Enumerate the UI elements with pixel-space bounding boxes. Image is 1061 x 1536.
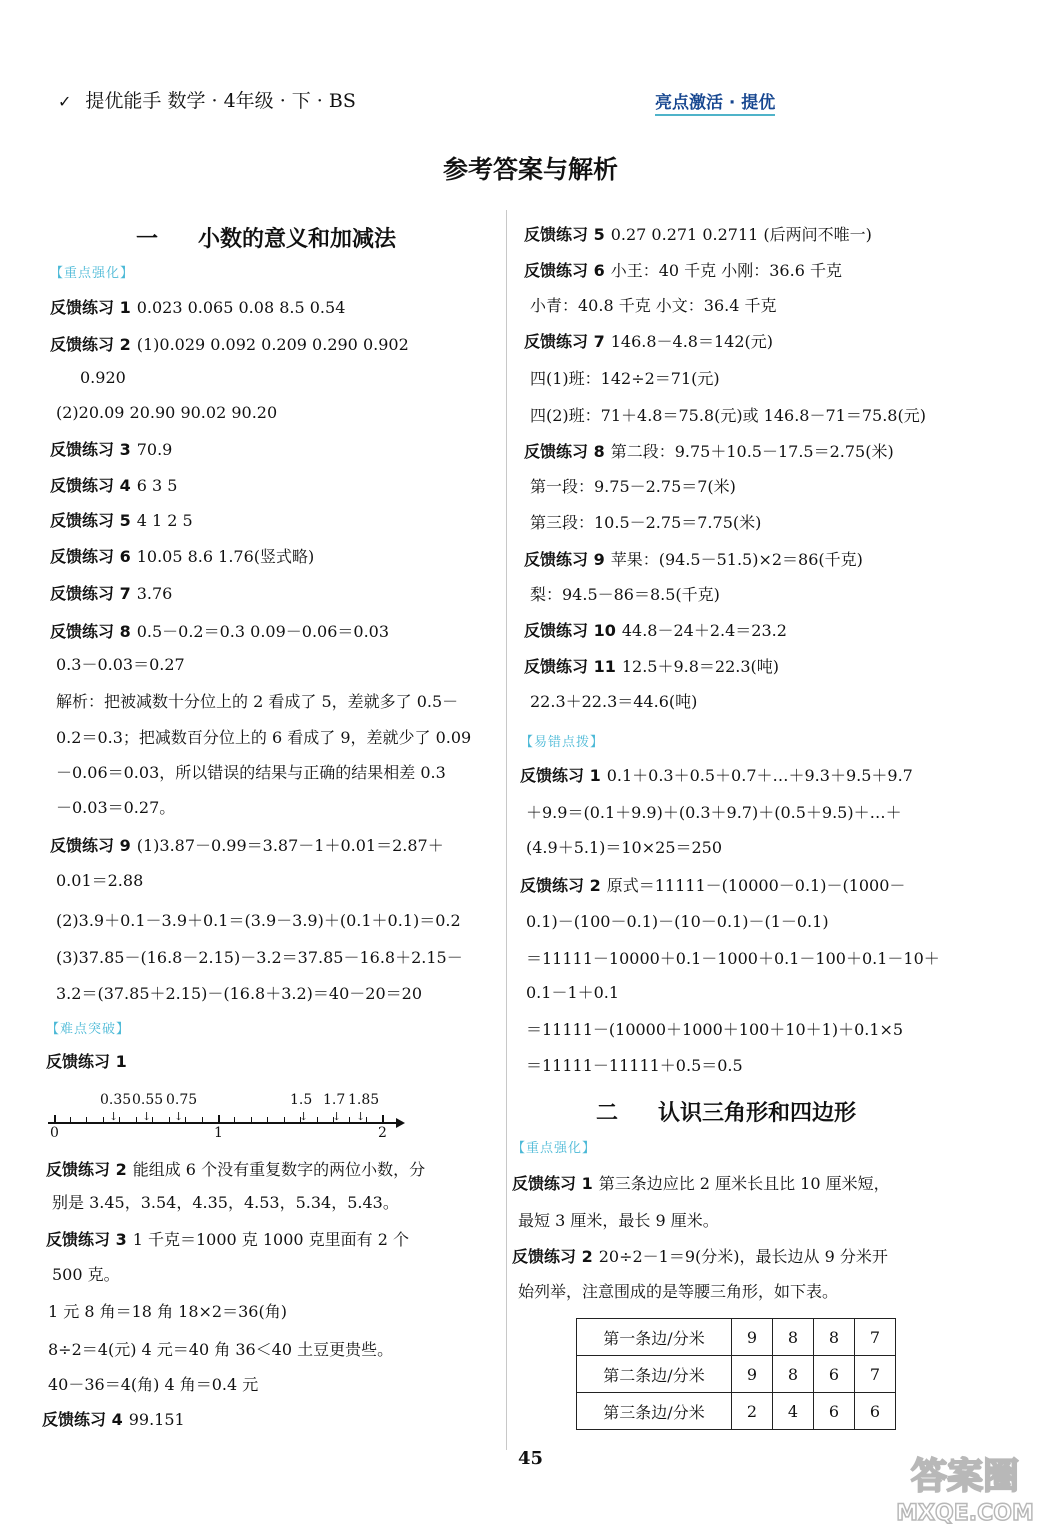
tick: [366, 1117, 367, 1123]
tick: [169, 1117, 170, 1123]
section-1-name: 小数的意义和加减法: [198, 227, 397, 252]
answer-line: 反馈练习 1 0.1＋0.3＋0.5＋0.7＋…＋9.3＋9.5＋9.7: [520, 766, 913, 785]
tick: [103, 1117, 104, 1123]
section-1-number: 一: [136, 227, 159, 252]
tick: [317, 1117, 318, 1123]
header-right: 亮点激活 · 提优: [655, 88, 775, 116]
answer-line: ＝11111－(10000＋1000＋100＋10＋1)＋0.1×5: [526, 1020, 904, 1039]
answer-line: (3)37.85－(16.8－2.15)－3.2＝37.85－16.8＋2.15－: [56, 948, 463, 967]
header-left-text: 提优能手 数学 · 4年级 · 下 · BS: [85, 90, 356, 112]
tag-key-points-2: 【重点强化】: [512, 1141, 597, 1156]
answer-line: 0.3－0.03＝0.27: [56, 655, 185, 674]
analysis-line: 解析：把被减数十分位上的 2 看成了 5，差就多了 0.5－: [56, 692, 459, 711]
answer-line: (4.9＋5.1)＝10×25＝250: [526, 838, 723, 857]
axis-label-1: 1: [214, 1125, 223, 1141]
answer-line: 3.2＝(37.85＋2.15)－(16.8＋3.2)＝40－20＝20: [56, 984, 422, 1003]
number-line-axis: [48, 1122, 398, 1124]
section-2-name: 认识三角形和四边形: [658, 1101, 857, 1126]
tick-2: [382, 1115, 384, 1124]
answer-line: 0.01＝2.88: [56, 871, 144, 890]
tick: [349, 1117, 350, 1123]
tick-0: [54, 1115, 56, 1124]
table-cell: 4: [773, 1393, 814, 1430]
answer-line: 反馈练习 8 0.5－0.2＝0.3 0.09－0.06＝0.03: [50, 622, 390, 641]
table-cell: 6: [814, 1393, 855, 1430]
answer-line: 反馈练习 1: [46, 1052, 127, 1071]
answer-line: 反馈练习 5 4 1 2 5: [50, 511, 193, 530]
answer-line: 始列举，注意围成的是等腰三角形，如下表。: [518, 1282, 839, 1301]
answer-line: ＝11111－10000＋0.1－1000＋0.1－100＋0.1－10＋: [526, 949, 940, 968]
point-mark: ↓: [142, 1110, 152, 1123]
page-title: 参考答案与解析: [442, 155, 618, 184]
tick: [119, 1117, 120, 1123]
answer-line: 反馈练习 8 第二段：9.75＋10.5－17.5＝2.75(米): [524, 442, 894, 461]
table-row: [577, 1319, 896, 1356]
answer-line: 反馈练习 11 12.5＋9.8＝22.3(吨): [524, 657, 780, 676]
point-label: 1.5: [290, 1092, 313, 1108]
answer-line: 反馈练习 2 能组成 6 个没有重复数字的两位小数，分: [46, 1160, 426, 1179]
point-label: 0.55: [132, 1092, 164, 1108]
answer-line: 反馈练习 4 99.151: [42, 1410, 185, 1429]
answer-line: 梨：94.5－86＝8.5(千克): [530, 585, 720, 604]
column-divider: [506, 210, 507, 1450]
tick: [284, 1117, 285, 1123]
table-cell: 9: [732, 1356, 773, 1393]
answer-line: 反馈练习 2 原式＝11111－(10000－0.1)－(1000－: [520, 876, 906, 895]
answer-line: 反馈练习 4 6 3 5: [50, 476, 178, 495]
table-cell: 7: [855, 1319, 896, 1356]
section-2-title: [596, 1096, 856, 1127]
tick: [152, 1117, 153, 1123]
answer-line: 反馈练习 1 第三条边应比 2 厘米长且比 10 厘米短，: [512, 1174, 890, 1193]
analysis-line: －0.03＝0.27。: [56, 798, 176, 817]
tick: [251, 1117, 252, 1123]
answer-line: 反馈练习 6 10.05 8.6 1.76(竖式略): [50, 547, 315, 566]
tick: [70, 1117, 71, 1123]
answer-line: 第一段：9.75－2.75＝7(米): [530, 477, 736, 496]
tick: [202, 1117, 203, 1123]
tag-key-points: 【重点强化】: [50, 266, 135, 281]
section-2-number: 二: [596, 1101, 619, 1126]
answer-line: 反馈练习 3 70.9: [50, 440, 173, 459]
answer-line: 别是 3.45，3.54，4.35，4.53，5.34，5.43。: [52, 1193, 399, 1212]
answer-line: 反馈练习 9 苹果：(94.5－51.5)×2＝86(千克): [524, 550, 863, 569]
triangle-sides-table: [576, 1318, 896, 1430]
point-mark: ↓: [299, 1110, 309, 1123]
page-number: 45: [517, 1448, 544, 1469]
row-header: 第一条边/分米: [577, 1319, 732, 1356]
table-cell: 8: [814, 1319, 855, 1356]
tick: [136, 1117, 137, 1123]
watermark-url: MXQE.COM: [896, 1501, 1034, 1526]
answer-line: 反馈练习 9 (1)3.87－0.99＝3.87－1＋0.01＝2.87＋: [50, 836, 444, 855]
tag-error-points: 【易错点拨】: [520, 735, 605, 750]
answer-line: 反馈练习 1 0.023 0.065 0.08 8.5 0.54: [50, 298, 346, 317]
answer-line: 反馈练习 5 0.27 0.271 0.2711 (后两问不唯一): [524, 225, 872, 244]
answer-line: 小青：40.8 千克 小文：36.4 千克: [530, 296, 777, 315]
watermark-text: 答案圈: [910, 1456, 1020, 1497]
answer-line: 四(1)班：142÷2＝71(元): [530, 369, 720, 388]
table-cell: 6: [814, 1356, 855, 1393]
point-mark: ↓: [332, 1110, 342, 1123]
answer-line: 第三段：10.5－2.75＝7.75(米): [530, 513, 762, 532]
answer-line: 8÷2＝4(元) 4 元＝40 角 36＜40 土豆更贵些。: [48, 1340, 394, 1359]
tick: [267, 1117, 268, 1123]
point-label: 0.75: [166, 1092, 198, 1108]
table-row: [577, 1356, 896, 1393]
answer-line: 四(2)班：71＋4.8＝75.8(元)或 146.8－71＝75.8(元): [530, 406, 926, 425]
analysis-line: －0.06＝0.03，所以错误的结果与正确的结果相差 0.3: [56, 763, 446, 782]
answer-line: (2)3.9＋0.1－3.9＋0.1＝(3.9－3.9)＋(0.1＋0.1)＝0.2: [56, 911, 461, 930]
table-cell: 8: [773, 1356, 814, 1393]
point-label: 1.85: [348, 1092, 380, 1108]
number-line: [48, 1088, 408, 1141]
table-cell: 2: [732, 1393, 773, 1430]
answer-line: 500 克。: [52, 1265, 120, 1284]
answer-line: 反馈练习 10 44.8－24＋2.4＝23.2: [524, 621, 787, 640]
answer-line: 0.1)－(100－0.1)－(10－0.1)－(1－0.1): [526, 912, 829, 931]
answer-line: 最短 3 厘米，最长 9 厘米。: [518, 1211, 719, 1230]
answer-line: 反馈练习 2 20÷2－1＝9(分米)，最长边从 9 分米开: [512, 1247, 888, 1266]
number-line-arrow: [396, 1118, 405, 1128]
point-label: 0.35: [100, 1092, 132, 1108]
tag-difficult-points: 【难点突破】: [46, 1022, 131, 1037]
tick-1: [218, 1115, 220, 1124]
answer-line: 22.3＋22.3＝44.6(吨): [530, 692, 698, 711]
answer-line: 反馈练习 7 3.76: [50, 584, 173, 603]
answer-line: 反馈练习 3 1 千克＝1000 克 1000 克里面有 2 个: [46, 1230, 410, 1249]
answer-line: 反馈练习 7 146.8－4.8＝142(元): [524, 332, 773, 351]
answer-line: ＋9.9＝(0.1＋9.9)＋(0.3＋9.7)＋(0.5＋9.5)＋…＋: [526, 803, 902, 822]
answer-line: (2)20.09 20.90 90.02 90.20: [56, 403, 278, 422]
row-header: 第二条边/分米: [577, 1356, 732, 1393]
table-cell: 7: [855, 1356, 896, 1393]
table-cell: 8: [773, 1319, 814, 1356]
analysis-line: 0.2＝0.3；把减数百分位上的 6 看成了 9，差就少了 0.09: [56, 728, 472, 747]
axis-label-2: 2: [378, 1125, 387, 1141]
answer-line: 反馈练习 6 小王：40 千克 小刚：36.6 千克: [524, 261, 842, 280]
header-left: [58, 86, 356, 113]
answer-line: 0.920: [80, 368, 126, 387]
pen-icon: ✓: [58, 92, 72, 111]
tick: [86, 1117, 87, 1123]
axis-label-0: 0: [50, 1125, 59, 1141]
point-label: 1.7: [323, 1092, 346, 1108]
table-cell: 6: [855, 1393, 896, 1430]
answer-line: 1 元 8 角＝18 角 18×2＝36(角): [48, 1302, 287, 1321]
point-mark: ↓: [356, 1110, 366, 1123]
point-mark: ↓: [109, 1110, 119, 1123]
table-row: [577, 1393, 896, 1430]
row-header: 第三条边/分米: [577, 1393, 732, 1430]
table-cell: 9: [732, 1319, 773, 1356]
point-mark: ↓: [174, 1110, 184, 1123]
section-1-title: [136, 222, 396, 253]
watermark-logo: [880, 1448, 1050, 1528]
answer-line: 反馈练习 2 (1)0.029 0.092 0.209 0.290 0.902: [50, 335, 409, 354]
tick: [234, 1117, 235, 1123]
answer-line: ＝11111－11111＋0.5＝0.5: [526, 1056, 743, 1075]
tick: [185, 1117, 186, 1123]
answer-line: 0.1－1＋0.1: [526, 983, 620, 1002]
answer-line: 40－36＝4(角) 4 角＝0.4 元: [48, 1375, 259, 1394]
